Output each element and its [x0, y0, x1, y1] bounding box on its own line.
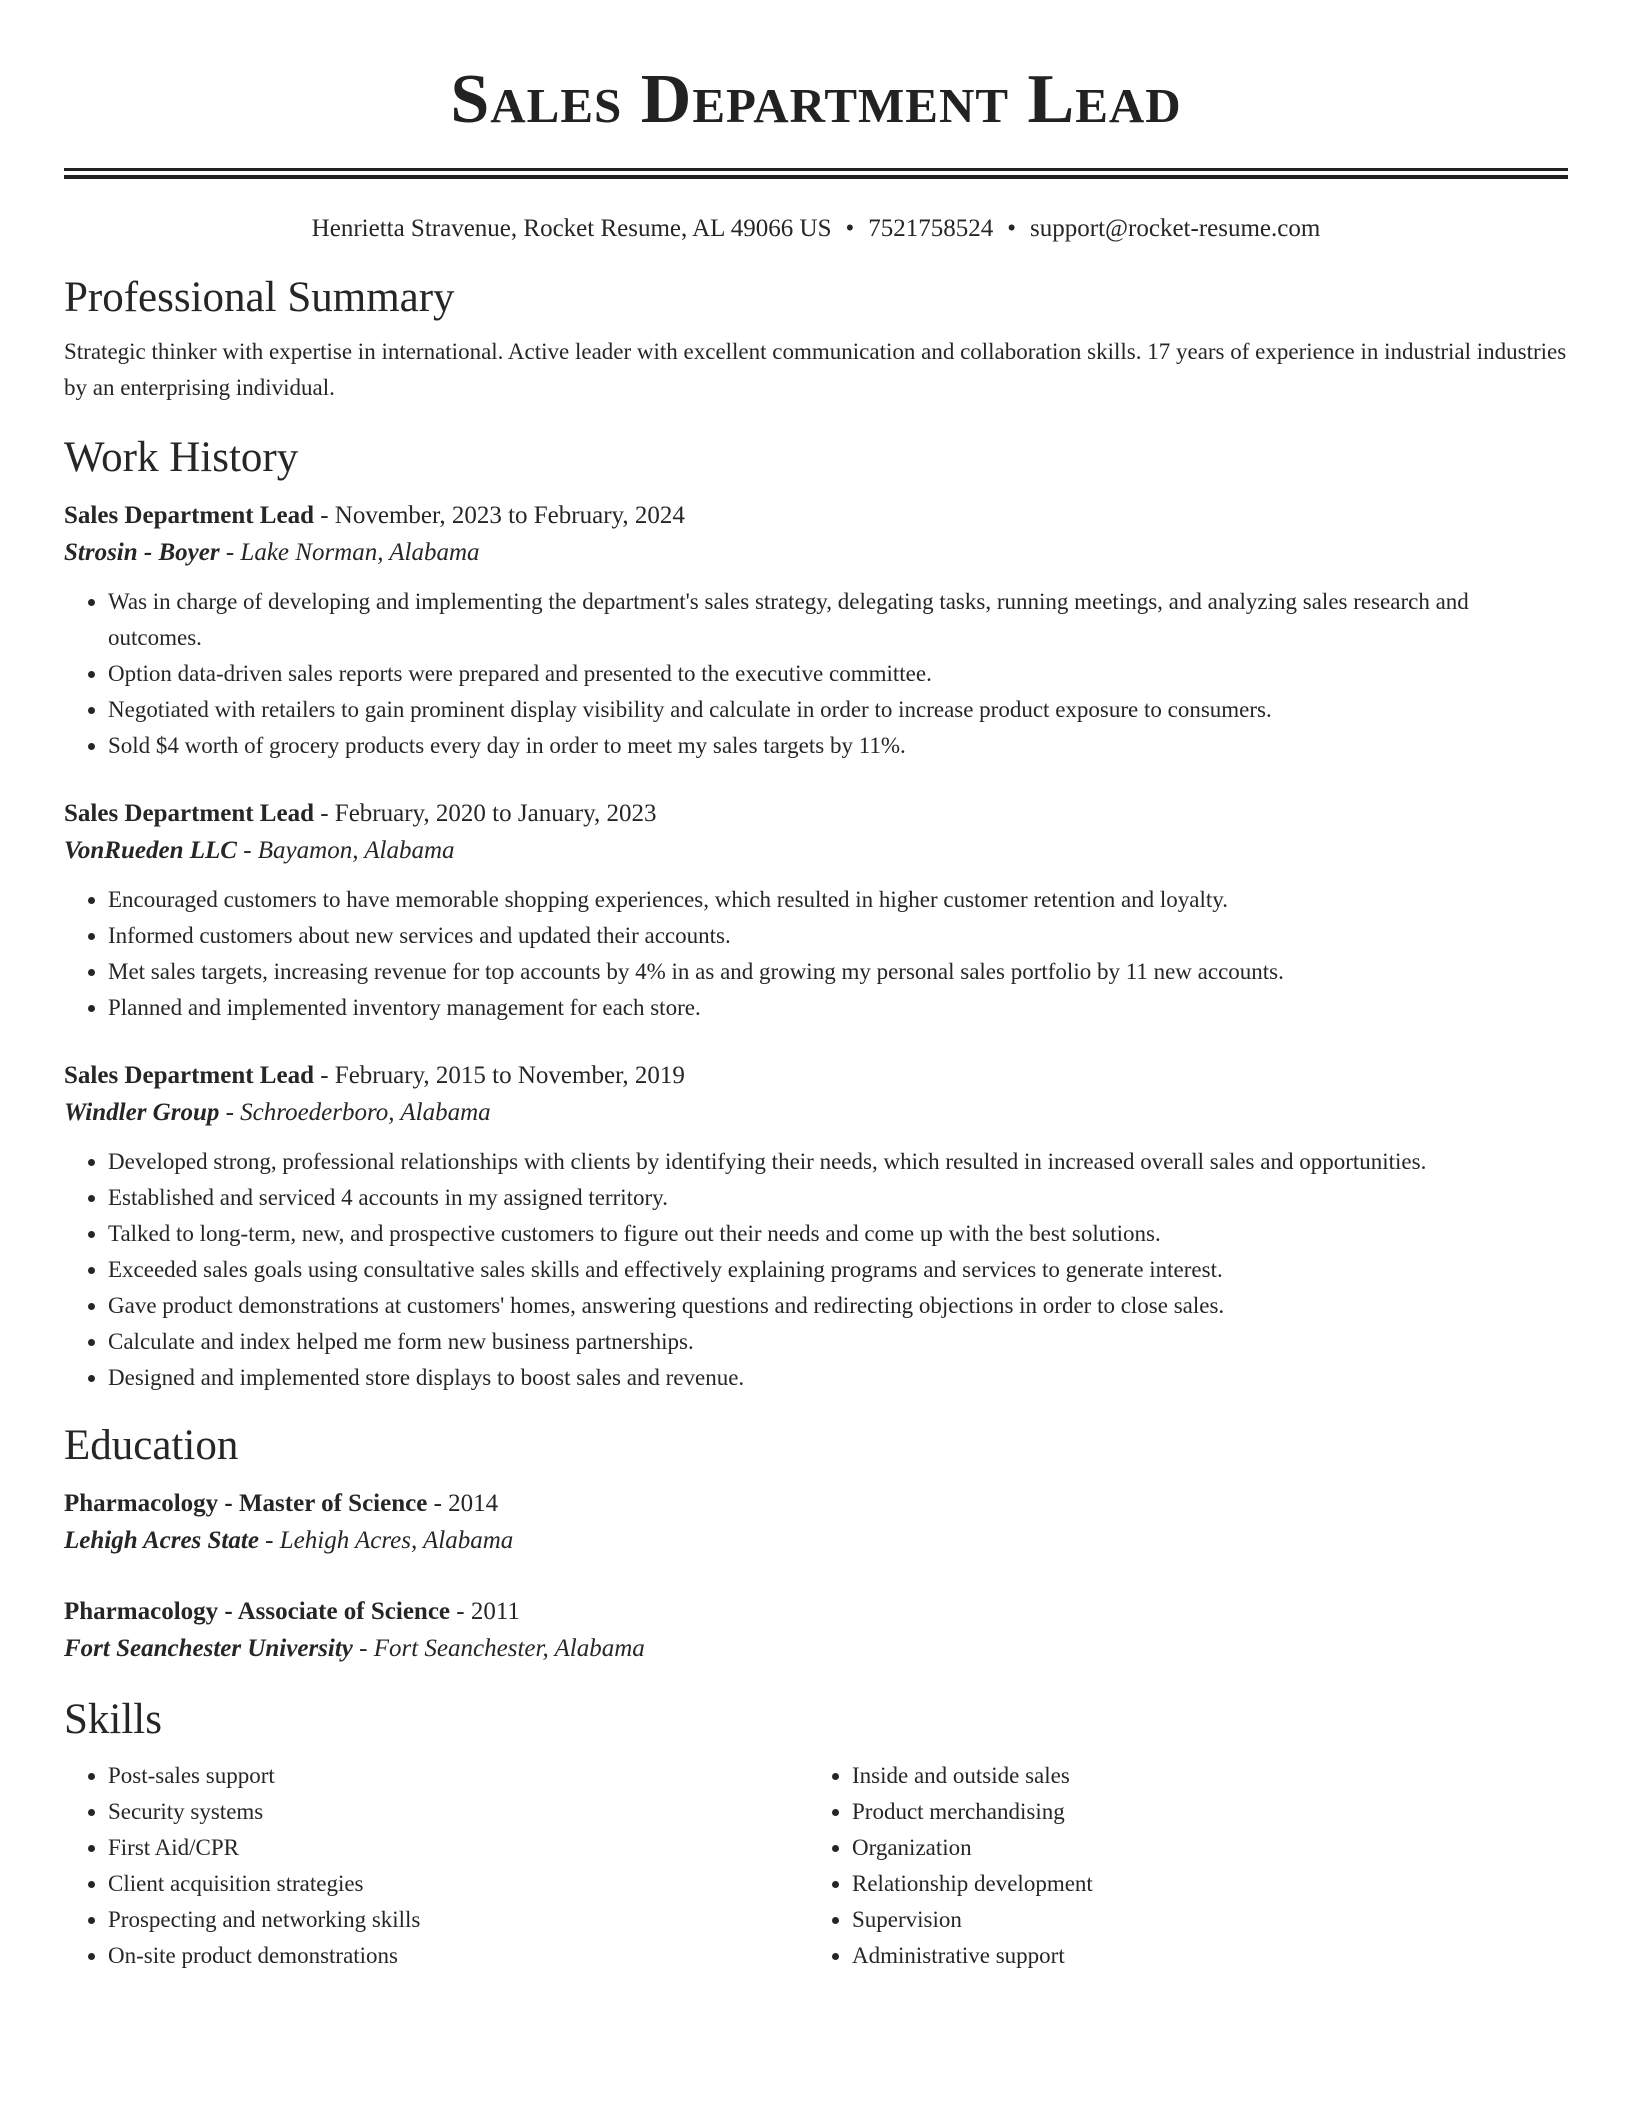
education-degree-line	[64, 1486, 1568, 1522]
job-bullet: • Calculate and index helped me form new business partnerships.	[108, 1324, 1568, 1360]
title-double-rule	[64, 168, 1568, 179]
job-company: Strosin - Boyer	[64, 539, 220, 566]
contact-address: Henrietta Stravenue, Rocket Resume, AL 49066 US	[311, 215, 832, 242]
skills-section	[64, 1694, 1568, 1974]
education-degree: Pharmacology - Master of Science	[64, 1490, 428, 1517]
education-year: - 2014	[427, 1490, 499, 1517]
job-bullet: • Option data-driven sales reports were prepared and presented to the executive committee.	[108, 656, 1568, 692]
skill-item: • Client acquisition strategies	[108, 1866, 808, 1902]
job-bullet: • Encouraged customers to have memorable shopping experiences, which resulted in higher customer retention and loyalty.	[108, 882, 1568, 918]
job-company: Windler Group	[64, 1099, 220, 1126]
education-degree-line	[64, 1594, 1568, 1630]
contact-line	[64, 213, 1568, 245]
skills-heading: Skills	[64, 1696, 162, 1743]
job-dates: - February, 2015 to November, 2019	[313, 1062, 685, 1089]
resume-title: Sales Department Lead	[450, 61, 1182, 138]
job-title-line	[64, 498, 1568, 534]
education-school: Fort Seanchester University	[64, 1635, 353, 1662]
job-entry	[64, 498, 1568, 764]
job-bullet: • Negotiated with retailers to gain prominent display visibility and calculate in order to increase product exposure to consumers.	[108, 692, 1568, 728]
education-school: Lehigh Acres State	[64, 1527, 259, 1554]
contact-phone: 7521758524	[868, 215, 994, 242]
job-bullet: • Developed strong, professional relationships with clients by identifying their needs, which resulted in increased overall sales and opportunities.	[108, 1144, 1568, 1180]
job-bullets	[64, 584, 1568, 764]
resume-page	[64, 0, 1568, 1974]
summary-heading: Professional Summary	[64, 274, 455, 321]
job-bullet: • Established and serviced 4 accounts in my assigned territory.	[108, 1180, 1568, 1216]
job-title-line	[64, 796, 1568, 832]
job-bullet: • Designed and implemented store displays to boost sales and revenue.	[108, 1360, 1568, 1396]
job-bullet: • Informed customers about new services and updated their accounts.	[108, 918, 1568, 954]
education-location: - Fort Seanchester, Alabama	[352, 1635, 645, 1662]
skill-item: • Organization	[852, 1830, 1552, 1866]
job-bullets	[64, 882, 1568, 1026]
job-title: Sales Department Lead	[64, 1062, 314, 1089]
education-degree: Pharmacology - Associate of Science	[64, 1598, 451, 1625]
education-entry	[64, 1594, 1568, 1668]
job-bullet: • Planned and implemented inventory management for each store.	[108, 990, 1568, 1026]
work-history-section	[64, 432, 1568, 1396]
education-location: - Lehigh Acres, Alabama	[258, 1527, 514, 1554]
contact-separator: •	[845, 215, 855, 242]
job-title: Sales Department Lead	[64, 800, 314, 827]
education-entry	[64, 1486, 1568, 1560]
job-location: - Bayamon, Alabama	[236, 837, 455, 864]
summary-section	[64, 272, 1568, 406]
education-year: - 2011	[450, 1598, 520, 1625]
skill-item: • Administrative support	[852, 1938, 1552, 1974]
skill-item: • Supervision	[852, 1902, 1552, 1938]
job-location: - Schroederboro, Alabama	[219, 1099, 491, 1126]
job-dates: - February, 2020 to January, 2023	[313, 800, 657, 827]
skill-item: • Inside and outside sales	[852, 1758, 1552, 1794]
job-bullet: • Talked to long-term, new, and prospective customers to figure out their needs and come up with the best solutions.	[108, 1216, 1568, 1252]
job-company-line	[64, 534, 1568, 572]
job-bullet: • Was in charge of developing and implementing the department's sales strategy, delegating tasks, running meetings, and analyzing sales research and outcomes.	[108, 584, 1568, 656]
skills-columns	[64, 1758, 1568, 1974]
skill-item: • Post-sales support	[108, 1758, 808, 1794]
skills-list-right	[808, 1758, 1552, 1974]
job-bullet: • Exceeded sales goals using consultative sales skills and effectively explaining programs and services to generate interest.	[108, 1252, 1568, 1288]
job-location: - Lake Norman, Alabama	[219, 539, 480, 566]
contact-email: support@rocket-resume.com	[1030, 215, 1321, 242]
education-heading: Education	[64, 1422, 239, 1469]
skills-list-left	[64, 1758, 808, 1974]
job-bullet: • Gave product demonstrations at customers' homes, answering questions and redirecting objections in order to close sales.	[108, 1288, 1568, 1324]
job-company: VonRueden LLC	[64, 837, 237, 864]
job-company-line	[64, 1094, 1568, 1132]
skill-item: • Security systems	[108, 1794, 808, 1830]
skill-item: • On-site product demonstrations	[108, 1938, 808, 1974]
job-bullet: • Sold $4 worth of grocery products every day in order to meet my sales targets by 11%.	[108, 728, 1568, 764]
skill-item: • Prospecting and networking skills	[108, 1902, 808, 1938]
job-title: Sales Department Lead	[64, 502, 314, 529]
education-school-line	[64, 1522, 1568, 1560]
job-entry	[64, 1058, 1568, 1396]
job-dates: - November, 2023 to February, 2024	[313, 502, 685, 529]
skill-item: • Product merchandising	[852, 1794, 1552, 1830]
job-bullets	[64, 1144, 1568, 1396]
work-history-heading: Work History	[64, 434, 299, 481]
education-school-line	[64, 1630, 1568, 1668]
education-section	[64, 1420, 1568, 1668]
job-title-line	[64, 1058, 1568, 1094]
job-company-line	[64, 832, 1568, 870]
contact-separator: •	[1007, 215, 1017, 242]
job-bullet: • Met sales targets, increasing revenue for top accounts by 4% in as and growing my personal sales portfolio by 11 new accounts.	[108, 954, 1568, 990]
skill-item: • Relationship development	[852, 1866, 1552, 1902]
summary-text: Strategic thinker with expertise in international. Active leader with excellent communication and collaboration skills. 17 years of experience in industrial industries by an enterprising individual.	[64, 339, 1567, 400]
job-entry	[64, 796, 1568, 1026]
skill-item: • First Aid/CPR	[108, 1830, 808, 1866]
